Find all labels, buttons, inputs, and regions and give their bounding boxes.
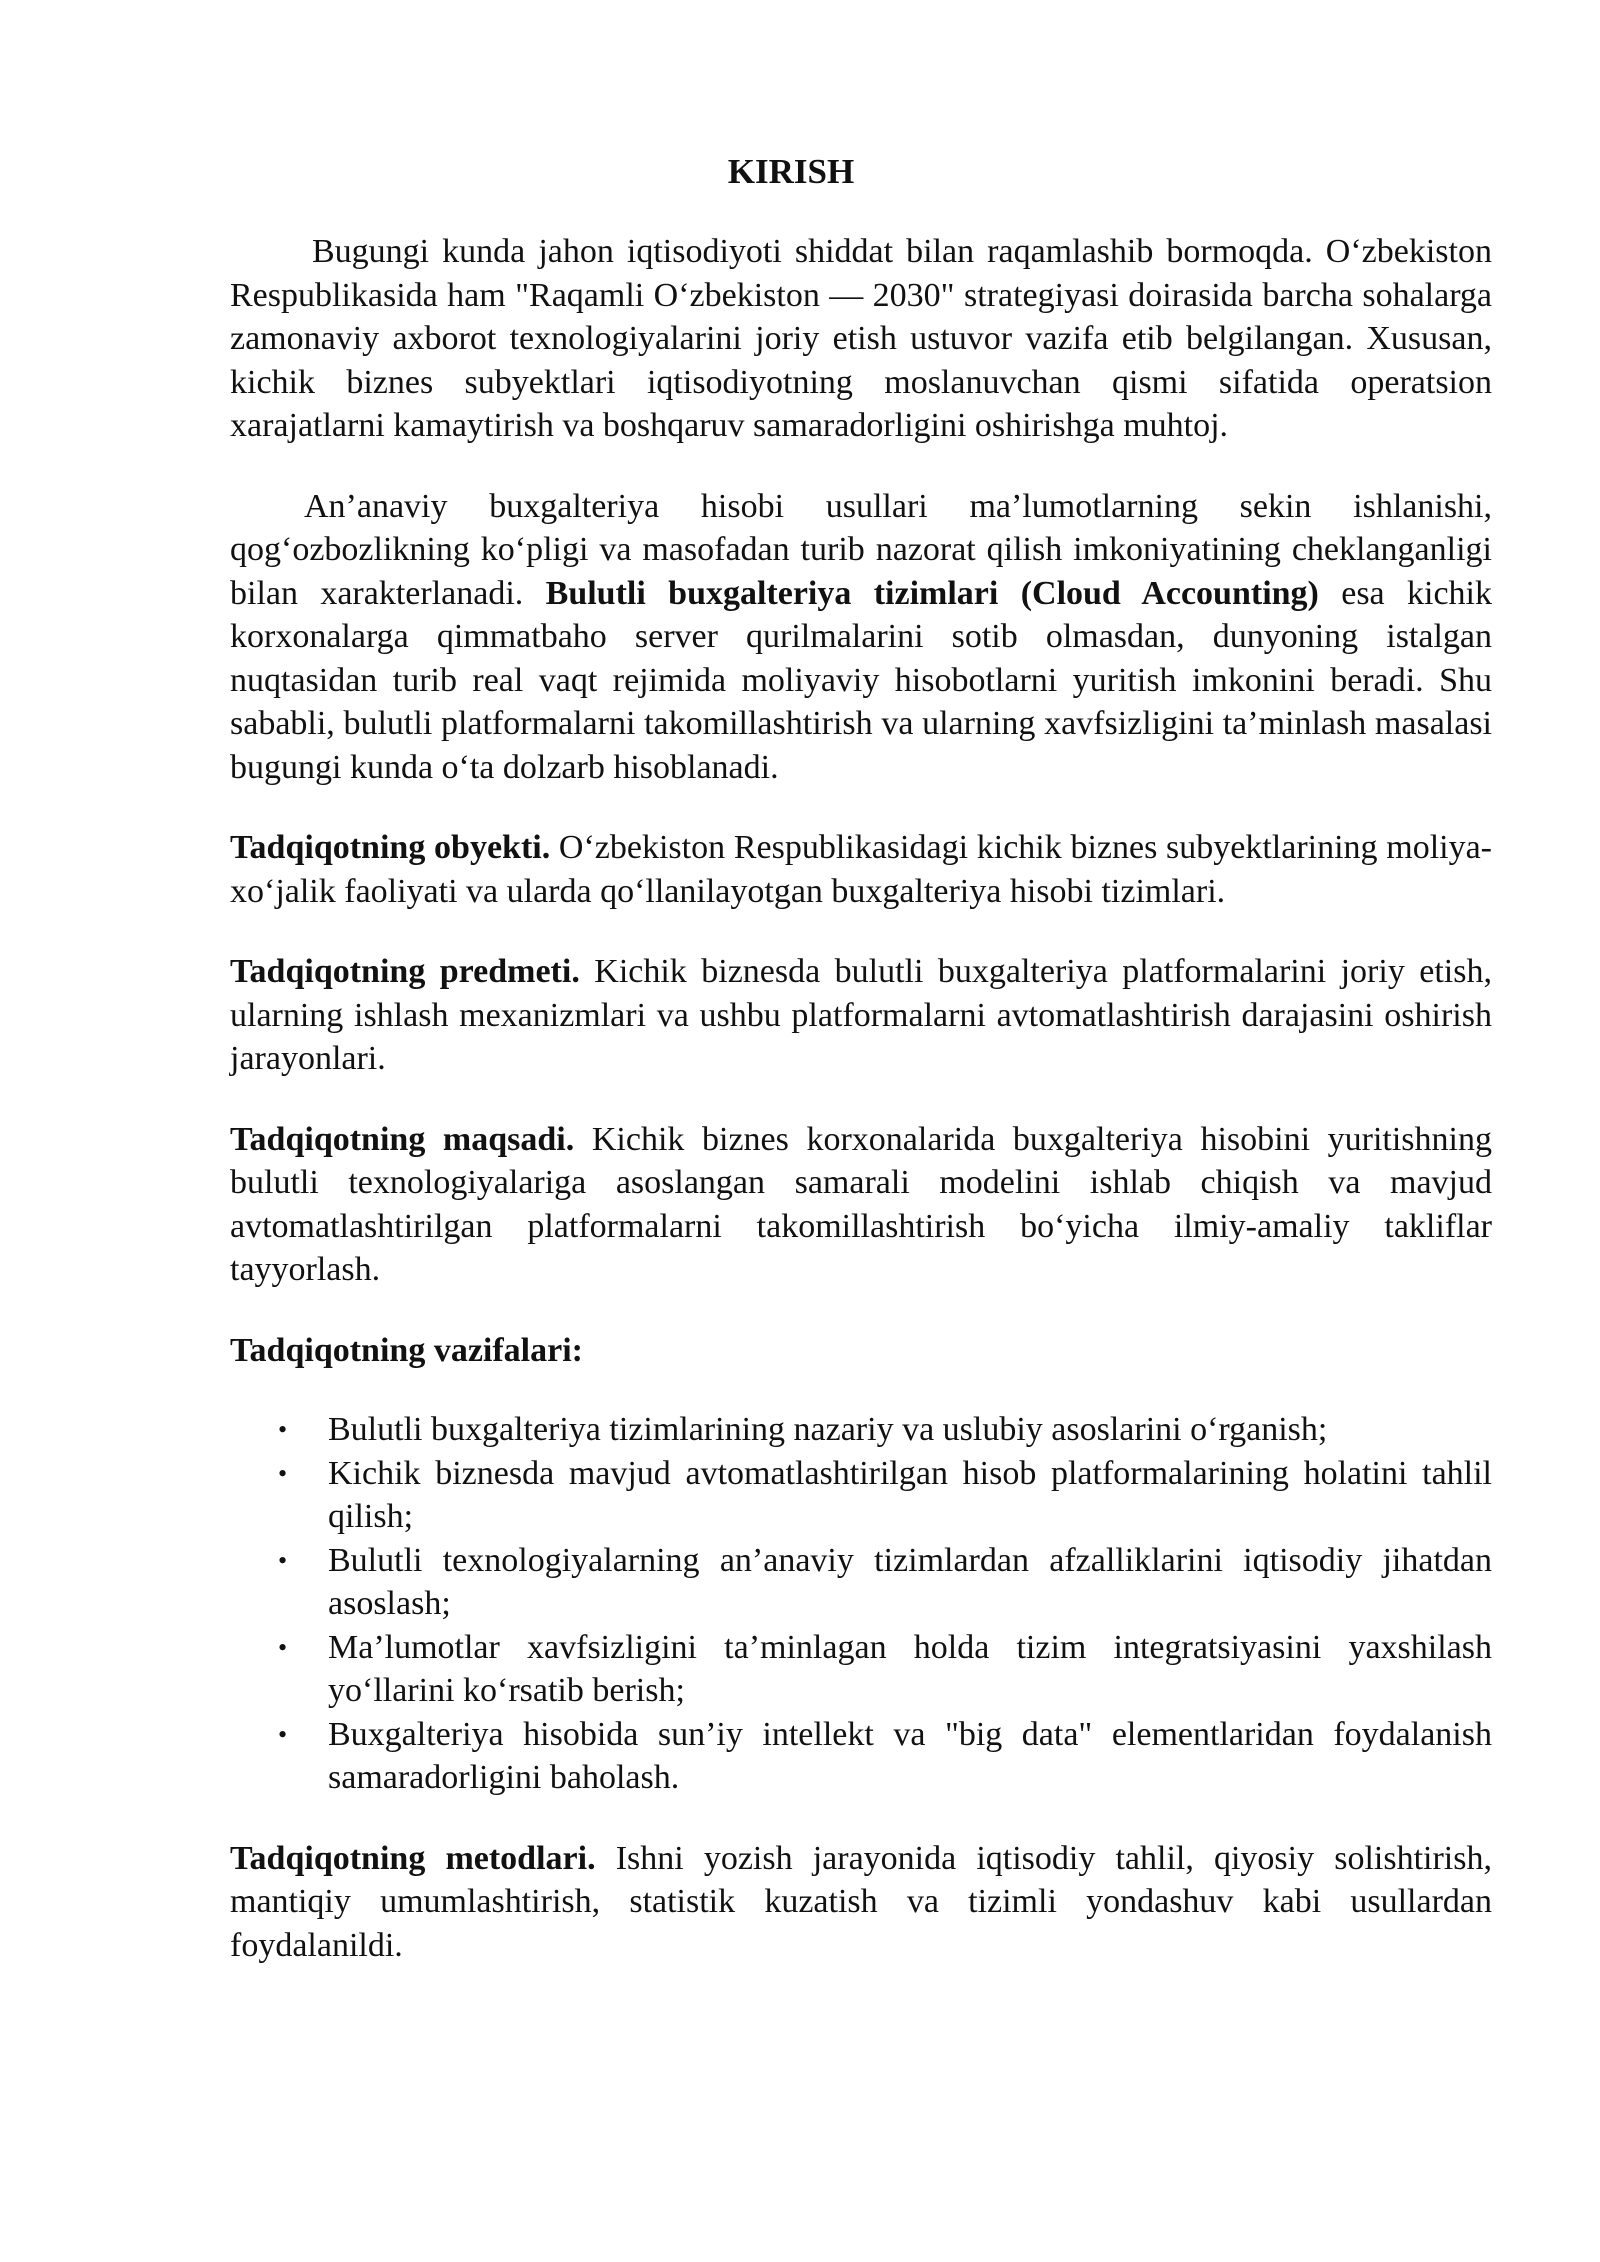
list-item-text: Ma’lumotlar xavfsizligini ta’minlagan holda tizim integratsiyasini yaxshilash yo‘llarini ko‘rsatib berish; xyxy=(328,1628,1492,1709)
intro-paragraph-2-text-a: An’anaviy buxgalteriya hisobi usullari ma’lumotlarning sekin ishlanishi, qog‘ozbozlikning ko‘pligi va masofadan turib nazorat qilish imkoniyatining cheklanganligi bilan xarakterlanadi. xyxy=(230,487,1492,612)
list-item xyxy=(230,1452,1492,1539)
research-subject-text: Kichik biznesda bulutli buxgalteriya platformalarini joriy etish, ularning ishlash mexanizmlari va ushbu platformalarni avtomatlashtirish darajasini oshirish jarayonlari. xyxy=(230,953,1492,1077)
list-item xyxy=(230,1539,1492,1626)
list-item xyxy=(230,1626,1492,1713)
bullet-icon: • xyxy=(278,1545,288,1575)
bullet-icon: • xyxy=(278,1458,288,1488)
intro-paragraph-1: Bugungi kunda jahon iqtisodiyoti shiddat bilan raqamlashib bormoqda. O‘zbekiston Respublikasida ham "Raqamli O‘zbekiston — 2030" strategiyasi doirasida barcha sohalarga zamonaviy axborot texnologiyalarini joriy etish ustuvor vazifa etib belgilangan. Xususan, kichik biznes subyektlari iqtisodiyotning moslanuvchan qismi sifatida operatsion xarajatlarni kamaytirish va boshqaruv samaradorligini oshirishga muhtoj. xyxy=(230,233,1492,444)
research-methods-paragraph xyxy=(230,1837,1492,1968)
list-item-text: Kichik biznesda mavjud avtomatlashtirilgan hisob platformalarining holatini tahlil qilish; xyxy=(328,1454,1492,1535)
research-subject-label: Tadqiqotning predmeti. xyxy=(230,953,580,990)
research-tasks-list xyxy=(230,1408,1492,1800)
bullet-icon: • xyxy=(278,1632,288,1662)
list-item-text: Buxgalteriya hisobida sun’iy intellekt va "big data" elementlaridan foydalanish samaradorligini baholash. xyxy=(328,1715,1492,1796)
research-methods-label: Tadqiqotning metodlari. xyxy=(230,1839,596,1877)
research-subject-paragraph xyxy=(230,950,1492,1081)
bullet-icon: • xyxy=(278,1719,288,1749)
research-object-label: Tadqiqotning obyekti. xyxy=(230,829,551,866)
research-object-paragraph xyxy=(230,826,1492,913)
intro-paragraph-2 xyxy=(230,485,1492,790)
document-body xyxy=(230,150,1492,1967)
list-item xyxy=(230,1713,1492,1800)
bullet-icon: • xyxy=(278,1415,288,1444)
page-title: KIRISH xyxy=(727,152,855,191)
research-goal-text: Kichik biznes korxonalarida buxgalteriya hisobini yuritishning bulutli texnologiyalariga asoslangan samarali modelini ishlab chiqish va mavjud avtomatlashtirilgan platformalarni takomillashtirish bo‘yicha ilmiy-amaliy takliflar tayyorlash. xyxy=(230,1120,1492,1288)
cloud-accounting-term: Bulutli buxgalteriya tizimlari (Cloud Accounting) xyxy=(545,574,1319,612)
research-goal-label: Tadqiqotning maqsadi. xyxy=(230,1120,575,1158)
list-item-text: Bulutli texnologiyalarning an’anaviy tizimlardan afzalliklarini iqtisodiy jihatdan asoslash; xyxy=(328,1541,1492,1622)
list-item-text: Bulutli buxgalteriya tizimlarining nazariy va uslubiy asoslarini o‘rganish; xyxy=(328,1411,1328,1448)
research-object-text: O‘zbekiston Respublikasidagi kichik biznes subyektlarining moliya-xo‘jalik faoliyati va ularda qo‘llanilayotgan buxgalteriya hisobi tizimlari. xyxy=(230,829,1492,910)
list-item xyxy=(230,1408,1492,1452)
research-goal-paragraph xyxy=(230,1118,1492,1292)
research-methods-text: Ishni yozish jarayonida iqtisodiy tahlil, qiyosiy solishtirish, mantiqiy umumlashtirish, statistik kuzatish va tizimli yondashuv kabi usullardan foydalanildi. xyxy=(230,1839,1492,1964)
research-tasks-heading xyxy=(230,1329,1492,1373)
intro-paragraph-2-text-b: esa kichik korxonalarga qimmatbaho server qurilmalarini sotib olmasdan, dunyoning istalgan nuqtasidan turib real vaqt rejimida moliyaviy hisobotlarni yuritish imkonini beradi. Shu sababli, bulutli platformalarni takomillashtirish va ularning xavfsizligini ta’minlash masalasi bugungi kunda o‘ta dolzarb hisoblanadi. xyxy=(230,574,1492,786)
research-tasks-label: Tadqiqotning vazifalari: xyxy=(230,1331,583,1369)
